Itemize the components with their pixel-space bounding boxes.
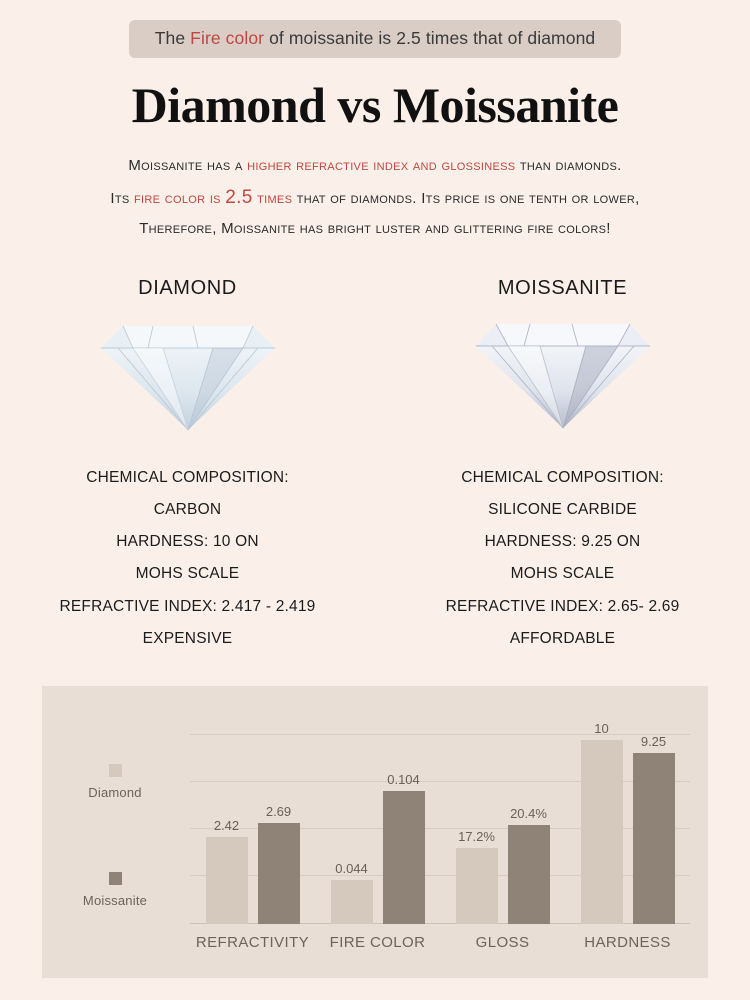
bar-diamond-gloss: [456, 829, 498, 924]
banner-container: [0, 0, 750, 58]
intro-line2-highlight: fire color is: [134, 189, 226, 207]
diamond-spec-0: CHEMICAL COMPOSITION:: [86, 468, 289, 486]
x-label-fire-color: FIRE COLOR: [329, 934, 426, 951]
x-label-hardness: HARDNESS: [584, 934, 671, 951]
chart-plot-area: [190, 720, 690, 924]
comparison-section: [0, 277, 750, 655]
bar-group-gloss: [440, 734, 565, 924]
moissanite-gem-icon: [375, 314, 750, 444]
intro-line1-a: Moissanite has a: [128, 157, 248, 174]
bar-group-refractivity: [190, 734, 315, 924]
moissanite-spec-2: HARDNESS: 9.25 ON: [484, 533, 641, 551]
legend-swatch-moissanite: [109, 872, 122, 885]
x-label-gloss: GLOSS: [475, 934, 530, 951]
page-title: Diamond vs Moissanite: [131, 77, 619, 133]
legend-label-moissanite: Moissanite: [82, 893, 148, 908]
intro-paragraph: [75, 152, 675, 243]
banner-text-post: of moissanite is 2.5 times that of diamond: [264, 28, 596, 48]
diamond-spec-2: HARDNESS: 10 ON: [116, 533, 259, 551]
bar-diamond-hardness: [581, 720, 623, 924]
bar-moissanite-fire-color: [383, 772, 425, 924]
x-label-refractivity: REFRACTIVITY: [195, 934, 310, 951]
intro-line2-number: 2.5: [225, 186, 253, 208]
legend-label-diamond: Diamond: [88, 785, 142, 800]
chart-legend: [60, 764, 170, 980]
intro-line1-b: than diamonds.: [515, 157, 622, 174]
chart-x-axis-labels: [190, 934, 690, 951]
moissanite-column: [375, 277, 750, 655]
diamond-spec-3: MOHS SCALE: [135, 565, 240, 583]
intro-line-2: [75, 180, 675, 215]
bar-value-moissanite-gloss: 20.4%: [510, 806, 547, 822]
bar-group-hardness: [565, 720, 690, 924]
bar-moissanite-gloss: [508, 806, 550, 924]
intro-line2-a: Its: [110, 189, 135, 207]
banner-text-highlight: Fire color: [190, 28, 265, 48]
bar-diamond-fire-color: [331, 861, 373, 924]
bar-value-moissanite-refractivity: 2.69: [265, 804, 292, 820]
bar-value-diamond-gloss: 17.2%: [458, 829, 495, 844]
intro-line1-highlight: higher refractive index and glossiness: [247, 157, 516, 174]
legend-swatch-diamond: [109, 764, 122, 777]
moissanite-spec-0: CHEMICAL COMPOSITION:: [461, 468, 664, 486]
diamond-spec-5: EXPENSIVE: [142, 629, 233, 647]
bar-value-diamond-fire-color: 0.044: [335, 861, 368, 877]
moissanite-specs: [375, 462, 750, 655]
headline-banner: [129, 20, 622, 58]
intro-line2-highlight-2: times: [252, 189, 293, 207]
bar-value-moissanite-fire-color: 0.104: [387, 772, 420, 787]
bar-group-fire-color: [315, 734, 440, 924]
moissanite-column-title: MOISSANITE: [497, 276, 628, 299]
intro-line-3: Therefore, Moissanite has bright luster and glittering fire colors!: [139, 219, 611, 237]
diamond-spec-1: CARBON: [153, 500, 222, 518]
moissanite-spec-1: SILICONE CARBIDE: [488, 500, 637, 518]
moissanite-spec-4: REFRACTIVE INDEX: 2.65- 2.69: [445, 597, 680, 615]
bar-value-diamond-hardness: 10: [594, 720, 609, 736]
intro-line2-b: that of diamonds. Its price is one tenth or lower,: [292, 189, 640, 207]
diamond-gem-icon: [0, 314, 375, 444]
bar-value-diamond-refractivity: 2.42: [213, 817, 240, 833]
bar-diamond-refractivity: [206, 817, 248, 924]
diamond-column: [0, 277, 375, 655]
bar-moissanite-refractivity: [258, 804, 300, 924]
moissanite-spec-5: AFFORDABLE: [509, 629, 616, 647]
legend-item-diamond: [60, 764, 170, 800]
bar-value-moissanite-hardness: 9.25: [640, 734, 667, 749]
diamond-specs: [0, 462, 375, 655]
moissanite-spec-3: MOHS SCALE: [510, 565, 615, 583]
bar-moissanite-hardness: [633, 734, 675, 924]
diamond-column-title: DIAMOND: [138, 276, 237, 299]
legend-item-moissanite: [60, 872, 170, 908]
chart-bar-groups: [190, 720, 690, 924]
banner-text-pre: The: [154, 28, 191, 48]
comparison-bar-chart: [42, 686, 708, 978]
diamond-spec-4: REFRACTIVE INDEX: 2.417 - 2.419: [59, 597, 316, 615]
intro-line-1: [75, 152, 675, 180]
